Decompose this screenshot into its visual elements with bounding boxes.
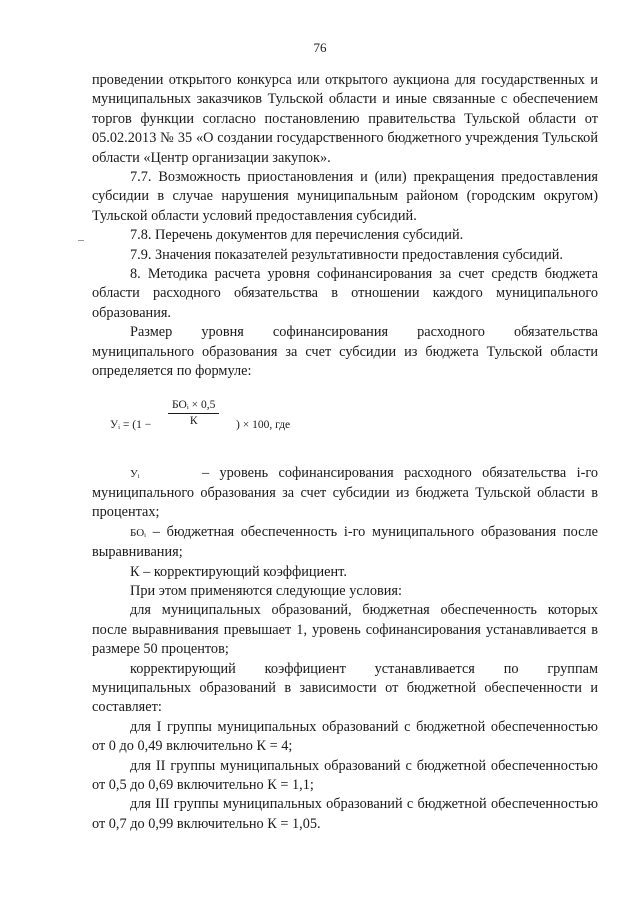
definition-bo-text: – бюджетная обеспеченность i-го муниципального образования после выравнивания; [92, 523, 598, 561]
formula-denominator: К [189, 414, 198, 427]
symbol-y: Уᵢ [130, 467, 140, 480]
margin-mark [78, 240, 84, 241]
paragraph-7-9: 7.9. Значения показателей результативности предоставления субсидий. [130, 246, 563, 263]
group-1: для I группы муниципальных образований с бюджетной обеспеченностью от 0 до 0,49 включительно К = 4; [92, 718, 598, 755]
paragraph-procurement-continuation: проведении открытого конкурса или открытого аукциона для государственных и муниципальных заказчиков Тульской области и иные связанные с обеспечением торгов функции согласно постановлению правительства Тульской области от 05.02.2013 № 35 «О создании государственного бюджетного учреждения Тульской области «Центр организации закупок». [92, 72, 598, 166]
document-body [92, 71, 598, 834]
page-number: 76 [313, 40, 327, 55]
paragraph-8: 8. Методика расчета уровня софинансирования за счет средств бюджета области расходного обязательства в отношении каждого муниципального образования. [92, 266, 598, 321]
formula-numerator: БОᵢ × 0,5 [168, 398, 219, 414]
group-3: для III группы муниципальных образований с бюджетной обеспеченностью от 0,7 до 0,99 включительно К = 1,05. [92, 796, 598, 832]
group-2: для II группы муниципальных образований с бюджетной обеспеченностью от 0,5 до 0,69 включительно К = 1,1; [92, 757, 598, 793]
definition-y-text: – уровень софинансирования расходного обязательства i-го муниципального образования за счет субсидии из бюджета Тульской области в процентах; [92, 464, 598, 521]
conditions-intro: При этом применяются следующие условия: [130, 582, 402, 599]
symbol-bo: БОᵢ [130, 526, 146, 539]
definition-k: К – корректирующий коэффициент. [130, 563, 347, 580]
formula-right: ) × 100, где [236, 418, 291, 431]
condition-above-one: для муниципальных образований, бюджетная обеспеченность которых после выравнивания превышает 1, уровень софинансирования устанавливается в размере 50 процентов; [92, 602, 598, 658]
paragraph-7-7: 7.7. Возможность приостановления и (или) прекращения предоставления субсидии в случае нарушения муниципальным районом (городским округом) Тульской области условий предоставления субсидий. [92, 169, 598, 224]
paragraph-7-8: 7.8. Перечень документов для перечисления субсидий. [130, 227, 464, 244]
formula-fraction [168, 398, 219, 429]
formula-left: Уᵢ = (1 − [110, 418, 152, 431]
definition-y [92, 464, 598, 523]
definition-bo [92, 523, 598, 563]
condition-coefficient: корректирующий коэффициент устанавливается по группам муниципальных образований в зависимости от бюджетной обеспеченности и составляет: [92, 660, 598, 716]
paragraph-formula-intro: Размер уровня софинансирования расходного обязательства муниципального образования за счет субсидии из бюджета Тульской области определяется по формуле: [92, 324, 598, 380]
cofinancing-formula [92, 386, 598, 450]
